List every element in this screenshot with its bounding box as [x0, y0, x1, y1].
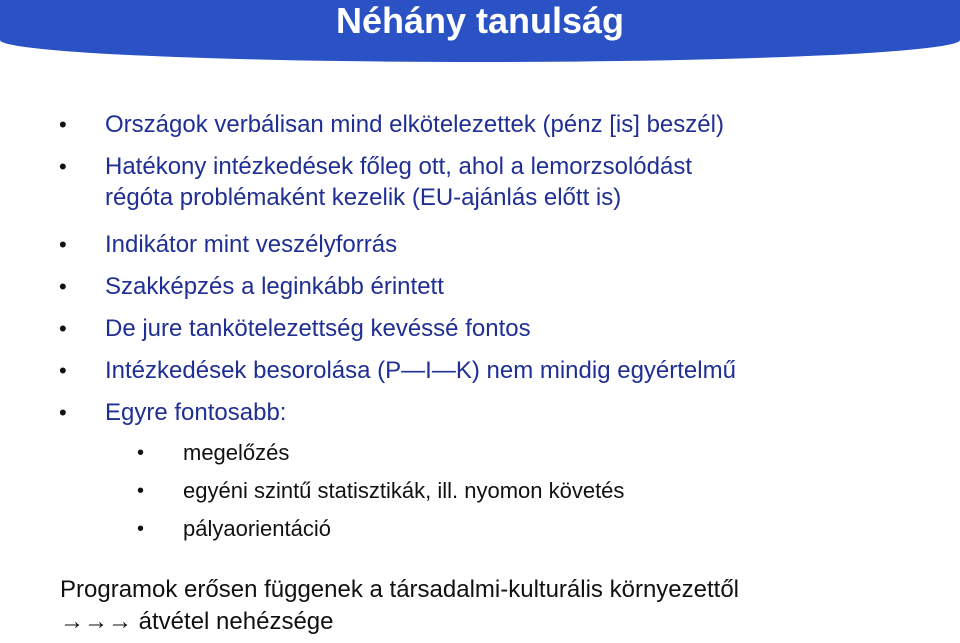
conclusion-line: Programok erősen függenek a társadalmi-kulturális környezettől	[60, 576, 739, 603]
bullet-item: • Hatékony intézkedések főleg ott, ahol a lemorzsolódást régóta problémaként kezelik (EU-ajánlás előtt is)	[105, 151, 692, 213]
sub-bullet-item: • egyéni szintű statisztikák, ill. nyomon követés	[183, 477, 624, 505]
bullet-item: • Egyre fontosabb:	[105, 397, 286, 428]
bullet-item: • De jure tankötelezettség kevéssé fontos	[105, 313, 531, 344]
slide-title: Néhány tanulság	[335, 0, 625, 41]
bullet-item: • Szakképzés a leginkább érintett	[105, 271, 444, 302]
bullet-item: • Országok verbálisan mind elkötelezettek (pénz [is] beszél)	[105, 109, 724, 140]
bullet-item: • Indikátor mint veszélyforrás	[105, 229, 397, 260]
sub-bullet-item: • pályaorientáció	[183, 515, 331, 543]
bullet-item: • Intézkedések besorolása (P—I—K) nem mindig egyértelmű	[105, 355, 736, 386]
conclusion-arrow-line: →→→ átvétel nehézsége	[60, 608, 334, 635]
sub-bullet-item: • megelőzés	[183, 439, 289, 467]
conclusion-text	[60, 574, 739, 638]
